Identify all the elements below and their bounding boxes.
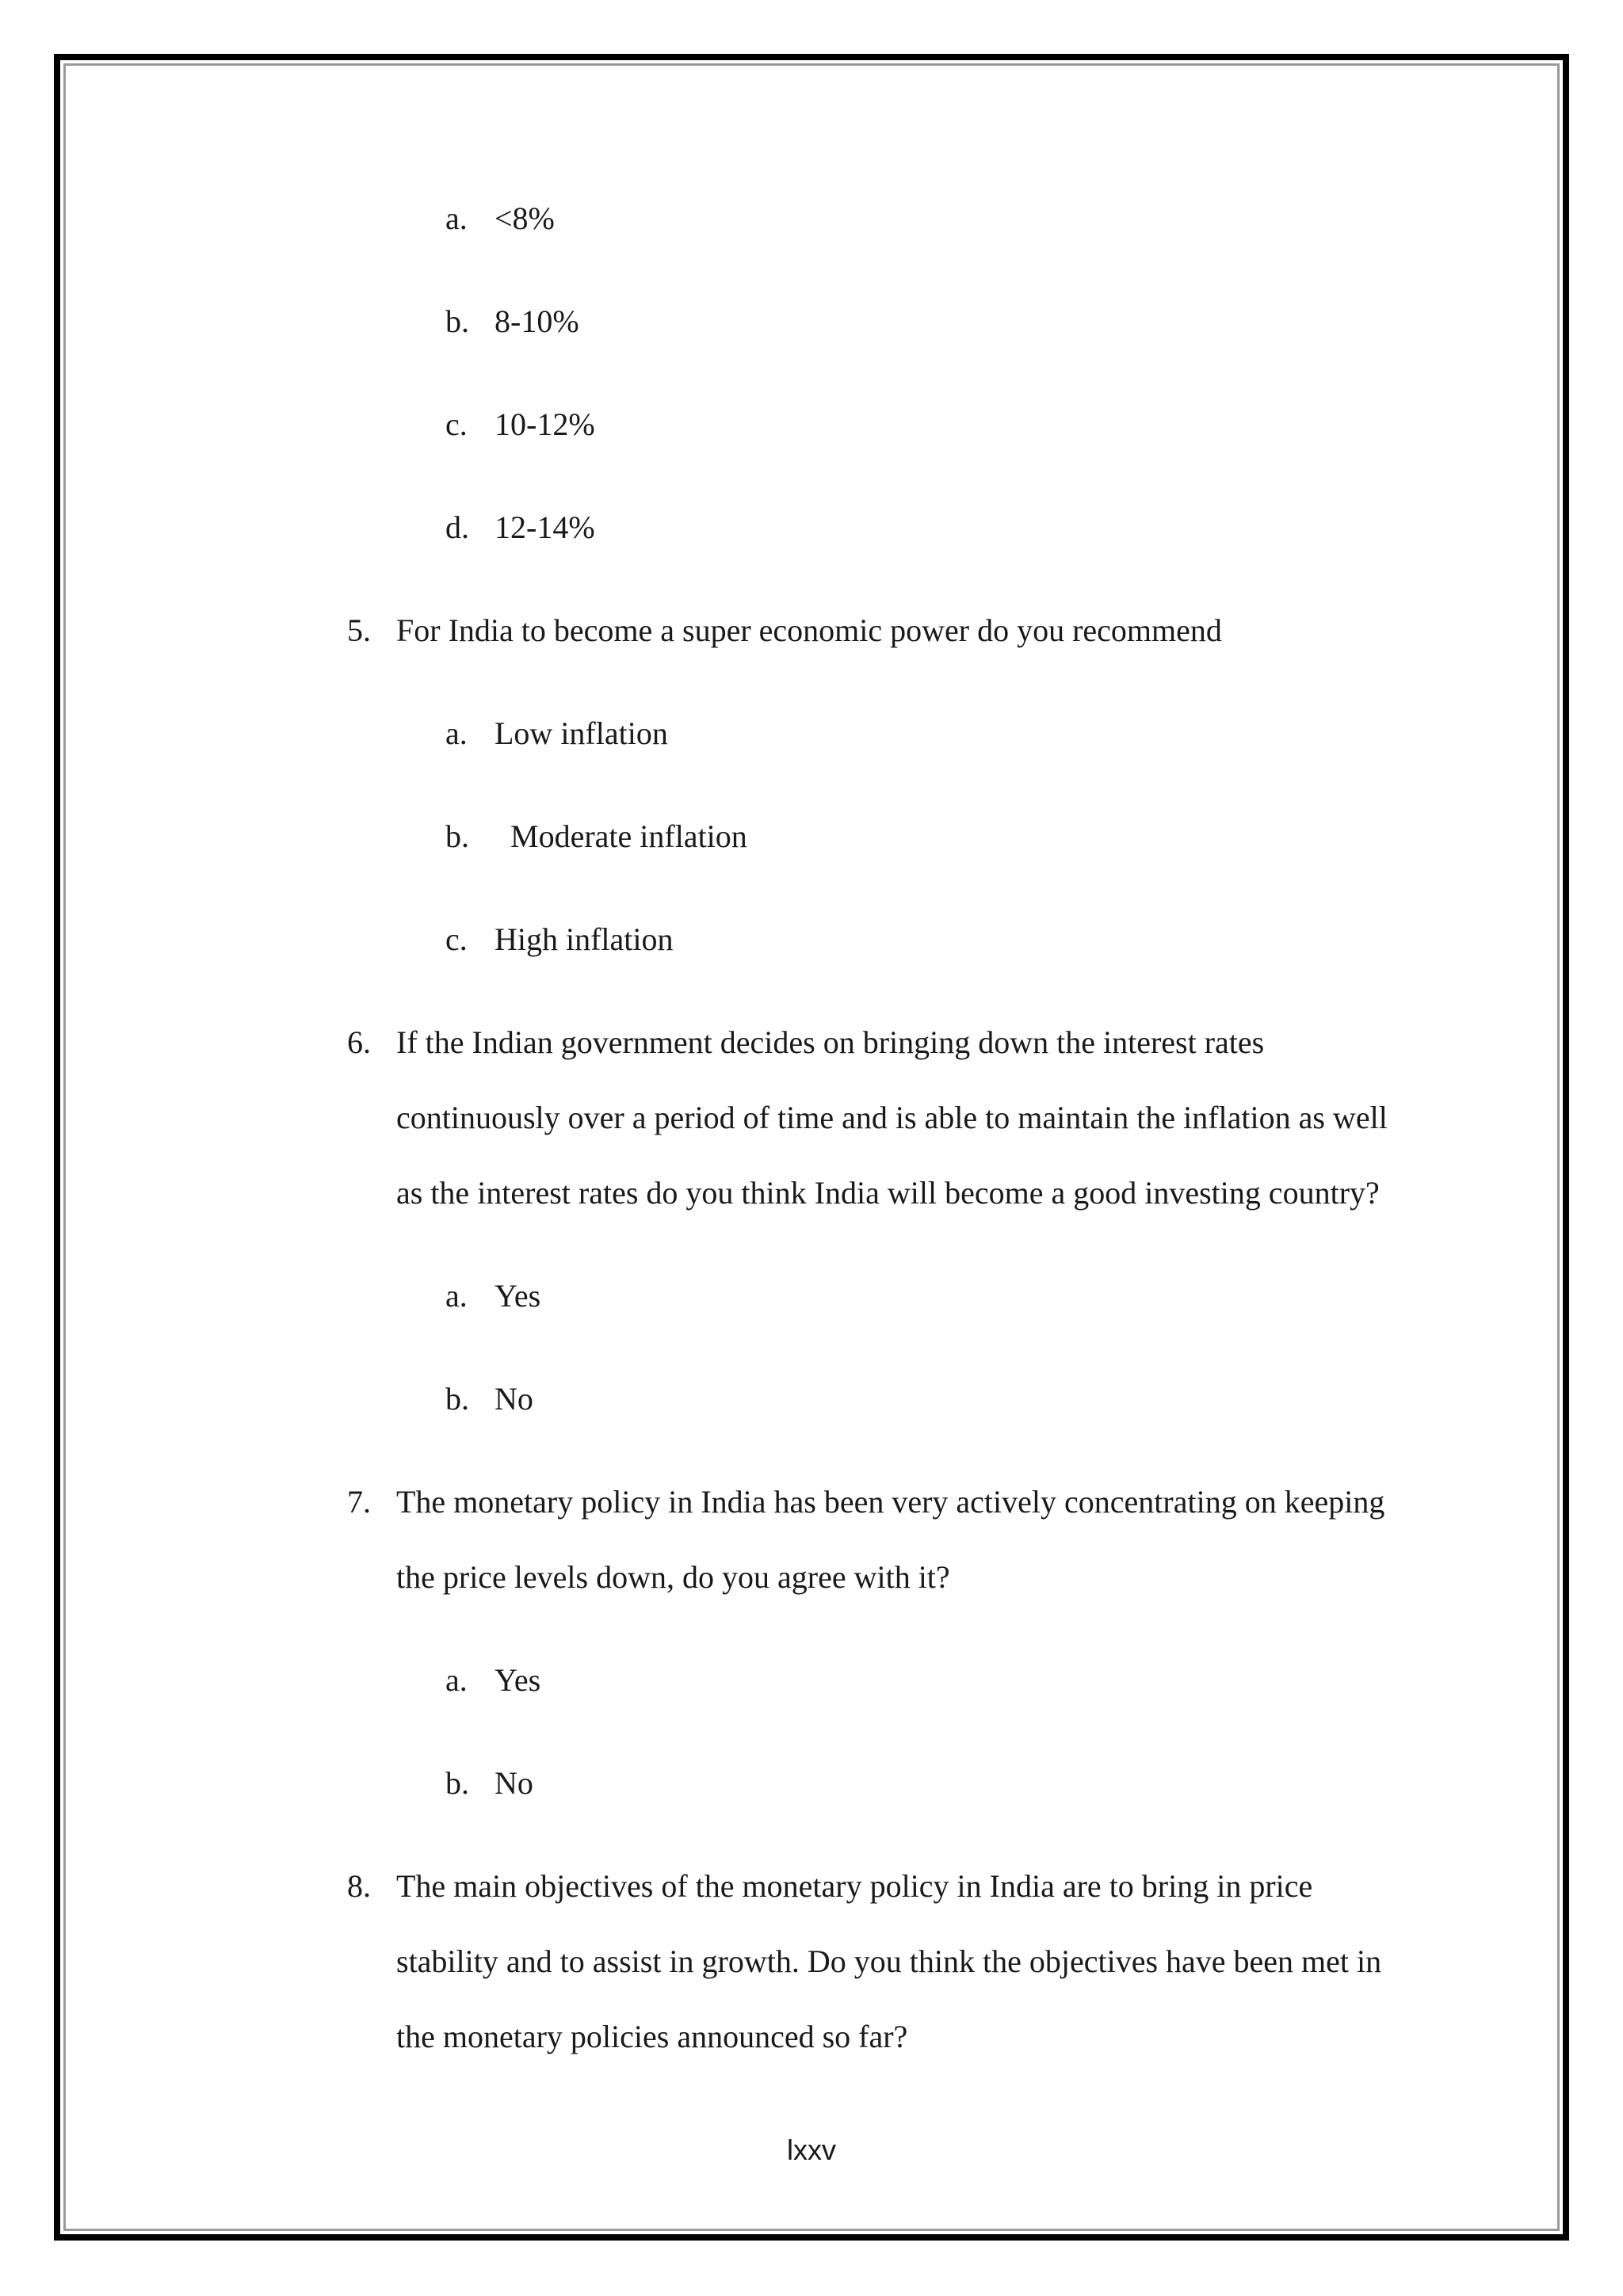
q4-option-d-label: d. bbox=[445, 509, 469, 545]
q6-option-a-label: a. bbox=[445, 1278, 468, 1314]
q7-option-b-text: No bbox=[495, 1765, 533, 1801]
q5-question bbox=[347, 612, 1222, 650]
q5-option-b bbox=[445, 818, 747, 856]
q5-text: For India to become a super economic power do you recommend bbox=[396, 612, 1222, 648]
page-number: lxxv bbox=[787, 2134, 836, 2166]
q6-option-a-text: Yes bbox=[495, 1278, 541, 1314]
q4-option-b bbox=[445, 303, 579, 341]
q5-option-b-label: b. bbox=[445, 818, 469, 854]
q6-text-line-2: continuously over a period of time and is able to maintain the inflation as well bbox=[396, 1100, 1388, 1135]
q4-option-a-text: <8% bbox=[495, 200, 555, 236]
q4-option-d bbox=[445, 509, 595, 547]
q4-option-b-label: b. bbox=[445, 303, 469, 339]
q8-number: 8. bbox=[347, 1868, 371, 1904]
q5-option-a-label: a. bbox=[445, 715, 468, 751]
q4-option-c-label: c. bbox=[445, 406, 468, 442]
q7-option-a bbox=[445, 1661, 541, 1699]
q5-option-a bbox=[445, 715, 668, 753]
q4-option-b-text: 8-10% bbox=[495, 303, 579, 339]
q7-number: 7. bbox=[347, 1484, 371, 1520]
q7-question-line-1 bbox=[347, 1483, 1385, 1521]
q5-option-c bbox=[445, 921, 674, 959]
q7-text-line-1: The monetary policy in India has been very actively concentrating on keeping bbox=[396, 1484, 1385, 1520]
q5-number: 5. bbox=[347, 612, 371, 648]
q6-number: 6. bbox=[347, 1024, 371, 1060]
q8-text-line-2: stability and to assist in growth. Do you think the objectives have been met in bbox=[396, 1943, 1382, 1979]
q6-option-b-text: No bbox=[495, 1381, 533, 1417]
q6-option-a bbox=[445, 1277, 541, 1315]
q5-option-a-text: Low inflation bbox=[495, 715, 668, 751]
page-border-inner bbox=[63, 63, 1560, 2231]
q6-text-line-3: as the interest rates do you think India will become a good investing country? bbox=[396, 1175, 1380, 1211]
q7-option-a-text: Yes bbox=[495, 1662, 541, 1698]
q6-question-line-1 bbox=[347, 1024, 1265, 1062]
q7-option-a-label: a. bbox=[445, 1662, 468, 1698]
q4-option-c bbox=[445, 406, 595, 444]
q6-option-b-label: b. bbox=[445, 1381, 469, 1417]
q4-option-d-text: 12-14% bbox=[495, 509, 595, 545]
q8-text-line-1: The main objectives of the monetary policy in India are to bring in price bbox=[396, 1868, 1313, 1904]
q5-option-b-text: Moderate inflation bbox=[510, 818, 747, 854]
q4-option-c-text: 10-12% bbox=[495, 406, 595, 442]
q6-option-b bbox=[445, 1380, 533, 1418]
q5-option-c-text: High inflation bbox=[495, 921, 674, 957]
q5-option-c-label: c. bbox=[445, 921, 468, 957]
q8-question-line-1 bbox=[347, 1867, 1313, 1905]
q8-text-line-3: the monetary policies announced so far? bbox=[396, 2019, 908, 2054]
q4-option-a-label: a. bbox=[445, 200, 468, 236]
q4-option-a bbox=[445, 200, 555, 238]
q7-option-b bbox=[445, 1764, 533, 1802]
q6-text-line-1: If the Indian government decides on bringing down the interest rates bbox=[396, 1024, 1265, 1060]
q7-option-b-label: b. bbox=[445, 1765, 469, 1801]
q7-text-line-2: the price levels down, do you agree with it? bbox=[396, 1559, 950, 1595]
